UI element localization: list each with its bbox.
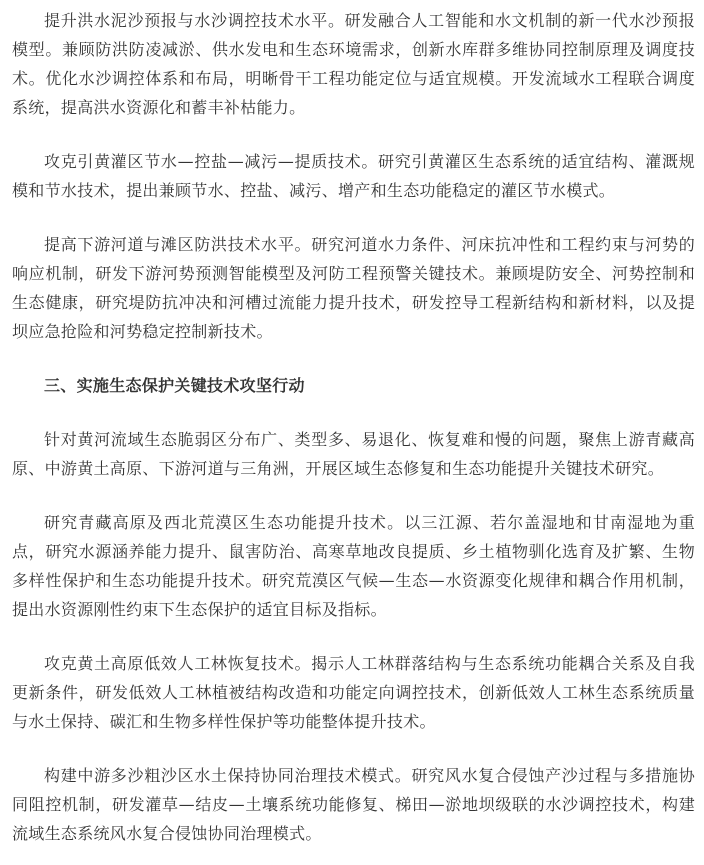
paragraph-soil-water-conservation: 构建中游多沙粗沙区水土保持协同治理技术模式。研究风水复合侵蚀产沙过程与多措施协同阻控机制，研发灌草—结皮—土壤系统功能修复、梯田—淤地坝级联的水沙调控技术，构建流域生态系统风水复合侵蚀协同治理模式。: [12, 766, 695, 843]
paragraph-irrigation-water-saving: 攻克引黄灌区节水—控盐—减污—提质技术。研究引黄灌区生态系统的适宜结构、灌溉规模和节水技术，提出兼顾节水、控盐、减污、增产和生态功能稳定的灌区节水模式。: [12, 152, 695, 200]
section-heading: 三、实施生态保护关键技术攻坚行动: [44, 376, 305, 395]
paragraph-loess-plateau-plantation: 攻克黄土高原低效人工林恢复技术。揭示人工林群落结构与生态系统功能耦合关系及自我更新条件，研发低效人工林植被结构改造和功能定向调控技术，创新低效人工林生态系统质量与水土保持、碳汇和生物多样性保护等功能整体提升技术。: [12, 654, 695, 731]
paragraph-ecological-fragile-areas: 针对黄河流域生态脆弱区分布广、类型多、易退化、恢复难和慢的问题，聚焦上游青藏高原、中游黄土高原、下游河道与三角洲，开展区域生态修复和生态功能提升关键技术研究。: [12, 430, 695, 478]
paragraph-qinghai-tibet-plateau: 研究青藏高原及西北荒漠区生态功能提升技术。以三江源、若尔盖湿地和甘南湿地为重点，研究水源涵养能力提升、鼠害防治、高寒草地改良提质、乡土植物驯化选育及扩繁、生物多样性保护和生态功能提升技术。研究荒漠区气候—生态—水资源变化规律和耦合作用机制，提出水资源刚性约束下生态保护的适宜目标及指标。: [12, 513, 695, 619]
paragraph-flood-sediment-forecast: 提升洪水泥沙预报与水沙调控技术水平。研发融合人工智能和水文机制的新一代水沙预报模型。兼顾防洪防凌减淤、供水发电和生态环境需求，创新水库群多维协同控制原理及调度技术。优化水沙调控体系和布局，明晰骨干工程功能定位与适宜规模。开发流域水工程联合调度系统，提高洪水资源化和蓄丰补枯能力。: [12, 11, 695, 117]
paragraph-downstream-flood-control: 提高下游河道与滩区防洪技术水平。研究河道水力条件、河床抗冲性和工程约束与河势的响应机制，研发下游河势预测智能模型及河防工程预警关键技术。兼顾堤防安全、河势控制和生态健康，研究堤防抗冲决和河槽过流能力提升技术，研发控导工程新结构和新材料，以及提坝应急抢险和河势稳定控制新技术。: [12, 235, 695, 341]
